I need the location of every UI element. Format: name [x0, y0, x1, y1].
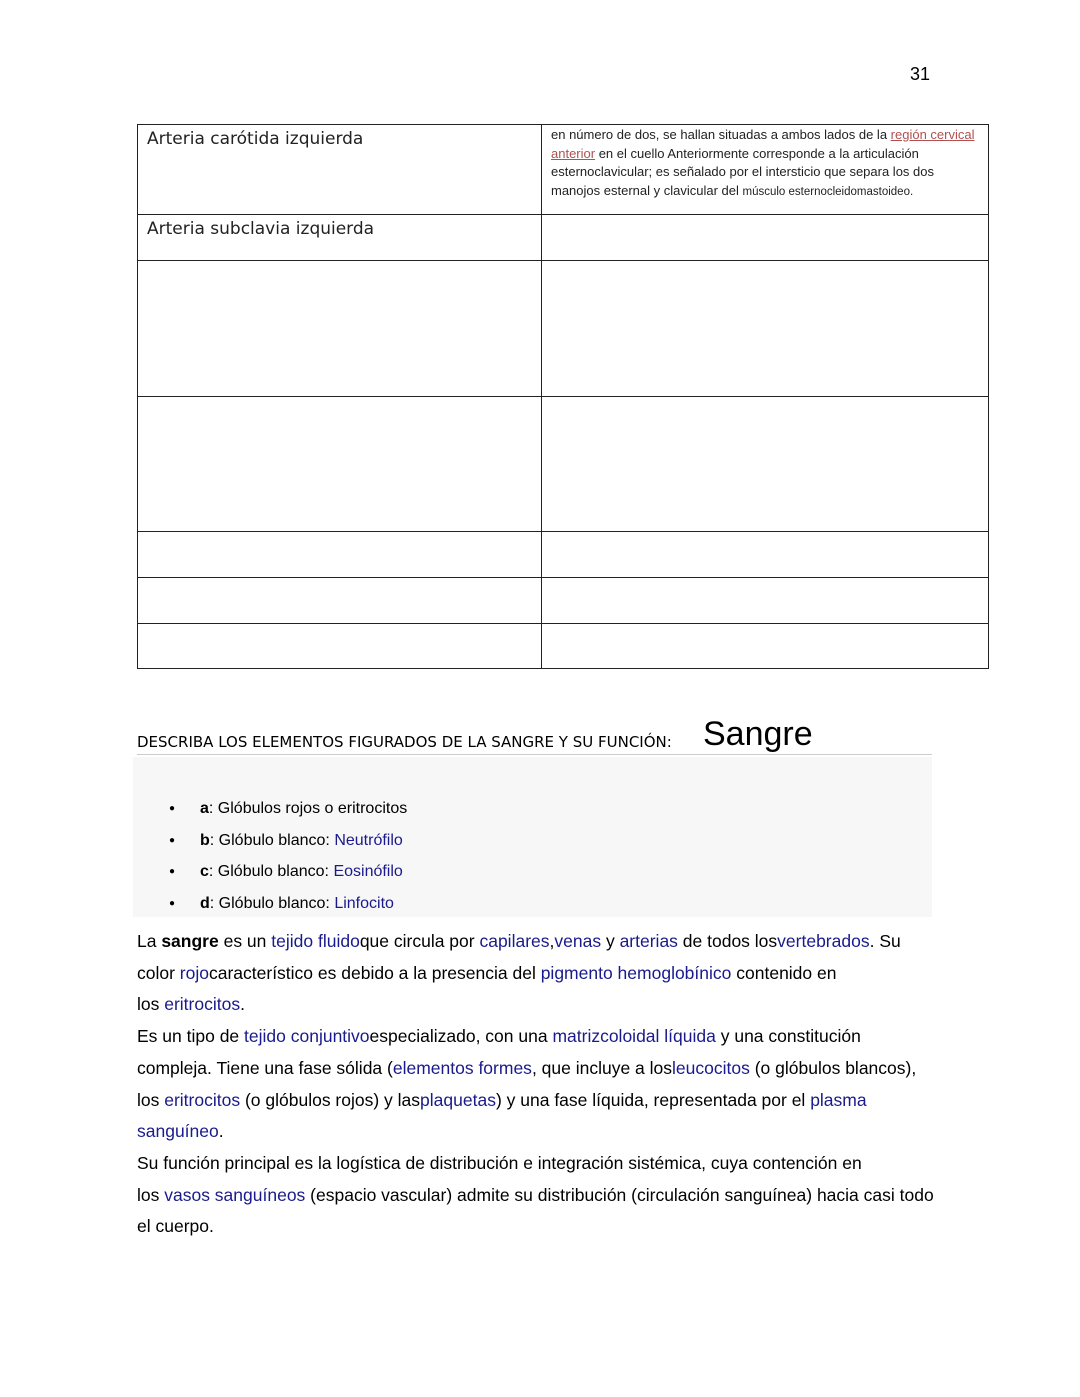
term-link[interactable]: tejido fluido	[271, 931, 360, 951]
term-link[interactable]: elementos formes	[392, 1057, 532, 1078]
row-label-cell	[138, 532, 542, 578]
page-number: 31	[910, 64, 931, 84]
term-link[interactable]: tejido conjuntivo	[244, 1026, 370, 1047]
paragraph-text: , que incluye a los	[531, 1057, 673, 1078]
bold-term: sangre	[161, 931, 219, 951]
table-row	[138, 578, 989, 624]
table-row	[138, 125, 989, 215]
paragraph	[137, 1021, 937, 1148]
description-link[interactable]: región cervical anterior	[551, 127, 975, 161]
row-label: Arteria subclavia izquierda	[147, 219, 375, 239]
term-link[interactable]: leucocitos	[672, 1057, 750, 1078]
row-label-cell	[138, 397, 542, 532]
bullet-item	[167, 800, 407, 832]
row-description-cell	[542, 532, 989, 578]
table-row	[138, 261, 989, 397]
blood-description	[137, 926, 937, 1243]
paragraph-text: y	[601, 931, 620, 951]
row-label-cell	[138, 215, 542, 261]
bullet-link[interactable]: Eosinófilo	[333, 863, 403, 881]
paragraph-text: de todos los	[677, 931, 778, 951]
term-link[interactable]: venas	[554, 931, 602, 951]
table-row	[138, 532, 989, 578]
paragraph-text: y una constitución compleja. Tiene una fase sólida (	[137, 1026, 861, 1078]
paragraph-text: especializado, con una	[369, 1026, 553, 1047]
term-link[interactable]: vasos sanguíneos	[164, 1184, 306, 1205]
term-link[interactable]: capilares	[479, 931, 550, 951]
description-text: músculo esternocleidomastoideo.	[742, 185, 914, 198]
bullet-item	[167, 863, 407, 895]
table-row	[138, 215, 989, 261]
row-label-cell	[138, 261, 542, 397]
paragraph-text: los	[137, 994, 165, 1015]
bullet-letter: a	[200, 800, 209, 817]
row-description-cell	[542, 578, 989, 624]
row-description-cell	[542, 397, 989, 532]
paragraph-text: .	[218, 1121, 224, 1142]
bullet-letter: c	[200, 863, 209, 881]
term-link[interactable]: rojo	[179, 962, 209, 983]
arteries-table	[137, 124, 989, 669]
paragraph	[137, 1148, 937, 1243]
bullet-item	[167, 832, 407, 864]
row-label-cell	[138, 624, 542, 669]
bullet-letter: d	[200, 895, 210, 913]
row-description-cell	[542, 215, 989, 261]
bullet-text: : Glóbulos rojos o eritrocitos	[208, 800, 408, 817]
term-link[interactable]: arterias	[619, 931, 678, 951]
bullet-item	[167, 895, 407, 927]
term-link[interactable]: matrizcoloidal líquida	[552, 1026, 716, 1047]
paragraph-text: Es un tipo de	[137, 1026, 245, 1047]
term-link[interactable]: eritrocitos	[164, 1089, 241, 1110]
paragraph-text: La	[137, 931, 162, 951]
bullet-letter: b	[200, 831, 210, 849]
paragraph-text: ) y una fase líquida, representada por el	[495, 1089, 811, 1110]
paragraph-text: (o glóbulos blancos), los	[137, 1057, 917, 1110]
paragraph-text: (espacio vascular) admite su distribución (circulación sanguínea) hacia casi todo el cuerpo.	[137, 1184, 934, 1237]
row-description-cell	[542, 624, 989, 669]
blood-elements-list	[167, 800, 407, 927]
paragraph-text: que circula por	[359, 931, 480, 951]
row-label-cell	[138, 578, 542, 624]
bullet-link[interactable]: Neutrófilo	[334, 831, 403, 849]
paragraph-text: ,	[549, 931, 555, 951]
term-link[interactable]: eritrocitos	[164, 994, 241, 1015]
bullet-text: : Glóbulo blanco:	[208, 863, 334, 881]
paragraph-text: característico es debido a la presencia del	[208, 962, 541, 983]
section-heading	[137, 715, 932, 755]
row-description-cell	[542, 125, 989, 215]
paragraph-text: los	[137, 1184, 165, 1205]
paragraph-text: es un	[218, 931, 272, 951]
row-description-cell	[542, 261, 989, 397]
row-label-cell	[138, 125, 542, 215]
term-link[interactable]: vertebrados	[777, 931, 870, 951]
bullet-text: : Glóbulo blanco:	[209, 895, 335, 913]
term-link[interactable]: plasma sanguíneo	[137, 1089, 867, 1142]
paragraph-text: . Su color	[137, 931, 901, 983]
paragraph-text: contenido en	[731, 962, 837, 983]
section-title: Sangre	[703, 715, 813, 753]
term-link[interactable]: pigmento hemoglobínico	[540, 962, 732, 983]
description-text: en el cuello Anteriormente corresponde a la articulación esternoclavicular; es señalado por el intersticio que separa los dos manojos esternal y clavicular del	[551, 145, 934, 198]
term-link[interactable]: plaquetas	[420, 1089, 496, 1110]
table-row	[138, 624, 989, 669]
row-label: Arteria carótida izquierda	[147, 129, 364, 149]
paragraph	[137, 926, 937, 1021]
description-text: en número de dos, se hallan situadas a ambos lados de la	[551, 127, 891, 142]
paragraph-text: (o glóbulos rojos) y las	[240, 1089, 421, 1110]
paragraph-text: .	[240, 994, 245, 1015]
question-heading: DESCRIBA LOS ELEMENTOS FIGURADOS DE LA SANGRE Y SU FUNCIÓN:	[137, 733, 672, 751]
bullet-text: : Glóbulo blanco:	[209, 831, 335, 849]
paragraph-text: Su función principal es la logística de distribución e integración sistémica, cuya contención en	[137, 1152, 862, 1173]
table-row	[138, 397, 989, 532]
bullet-link[interactable]: Linfocito	[334, 895, 394, 913]
